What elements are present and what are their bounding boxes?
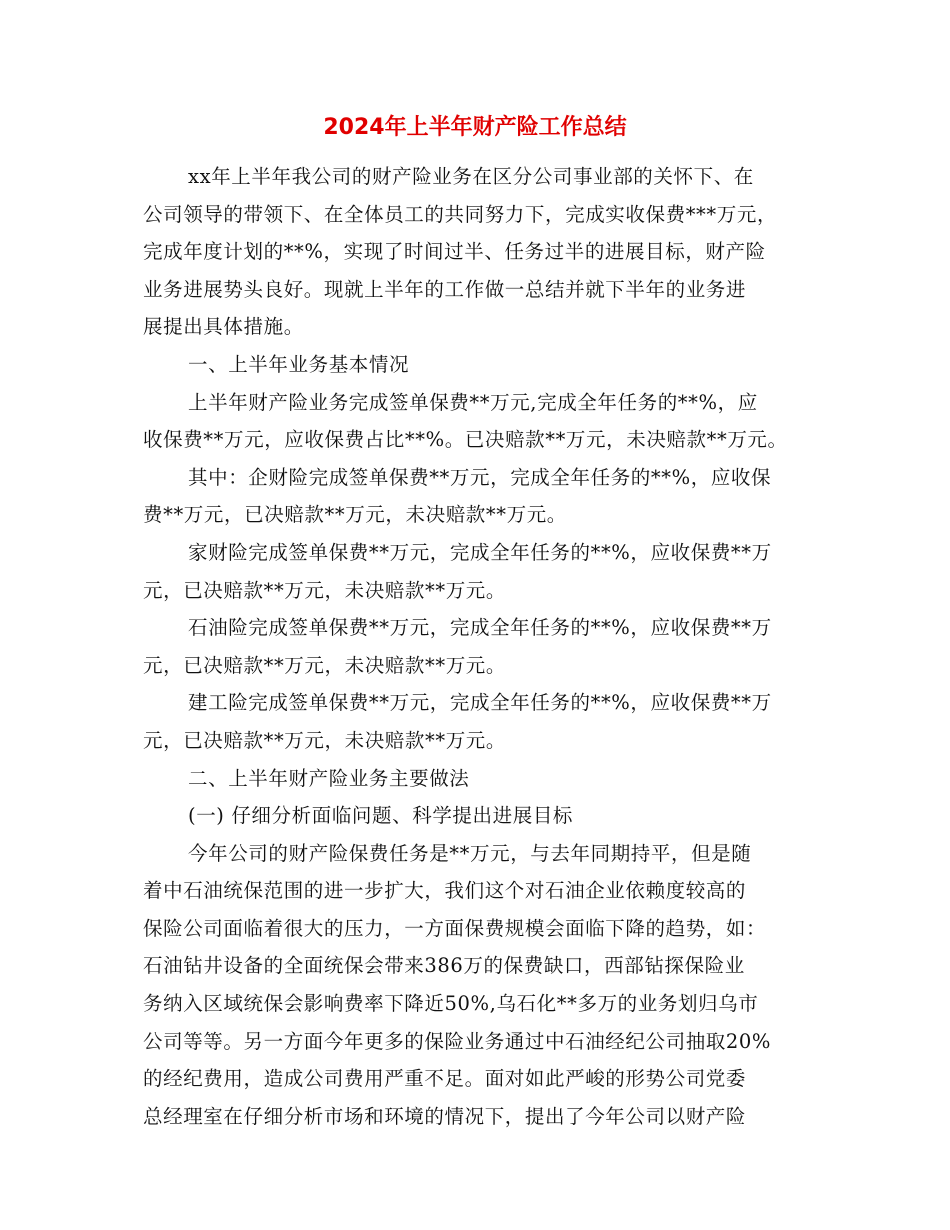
paragraph-line: 石油险完成签单保费**万元，完成全年任务的**%，应收保费**万 [188, 616, 772, 640]
paragraph-line: 家财险完成签单保费**万元，完成全年任务的**%，应收保费**万 [188, 540, 772, 564]
paragraph-line: 其中：企财险完成签单保费**万元，完成全年任务的**%，应收保 [188, 465, 772, 489]
paragraph-line: 建工险完成签单保费**万元，完成全年任务的**%，应收保费**万 [188, 691, 772, 715]
paragraph-line: 公司等等。另一方面今年更多的保险业务通过中石油经纪公司抽取20% [143, 1029, 772, 1053]
paragraph-line: xx年上半年我公司的财产险业务在区分公司事业部的关怀下、在 [188, 165, 754, 188]
paragraph-line: 保险公司面临着很大的压力，一方面保费规模会面临下降的趋势，如： [143, 916, 767, 940]
paragraph-line: 业务进展势头良好。现就上半年的工作做一总结并就下半年的业务进 [143, 277, 747, 301]
paragraph-line: 公司领导的带领下、在全体员工的共同努力下，完成实收保费***万元， [143, 202, 778, 226]
paragraph-line: 上半年财产险业务完成签单保费**万元,完成全年任务的**%，应 [188, 390, 758, 414]
section-heading: 一、上半年业务基本情况 [188, 352, 410, 376]
paragraph-line: 展提出具体措施。 [143, 315, 304, 339]
paragraph-line: 石油钻井设备的全面统保会带来386万的保费缺口，西部钻探保险业 [143, 954, 745, 978]
paragraph-line: 元，已决赔款**万元，未决赔款**万元。 [143, 578, 507, 602]
subsection-heading: (一) 仔细分析面临问题、科学提出进展目标 [188, 804, 574, 828]
document-title: 2024年上半年财产险工作总结 [323, 115, 627, 140]
paragraph-line: 总经理室在仔细分析市场和环境的情况下，提出了今年公司以财产险 [143, 1104, 747, 1128]
document-body [143, 158, 809, 1135]
paragraph-line: 着中石油统保范围的进一步扩大，我们这个对石油企业依赖度较高的 [143, 879, 747, 903]
paragraph-line: 今年公司的财产险保费任务是**万元，与去年同期持平，但是随 [188, 841, 752, 865]
paragraph-line: 收保费**万元，应收保费占比**%。已决赔款**万元，未决赔款**万元。 [143, 428, 788, 452]
paragraph-line: 元，已决赔款**万元，未决赔款**万元。 [143, 728, 507, 752]
section-heading: 二、上半年财产险业务主要做法 [188, 766, 470, 790]
paragraph-line: 完成年度计划的**%，实现了时间过半、任务过半的进展目标，财产险 [143, 240, 766, 264]
paragraph-line: 的经纪费用，造成公司费用严重不足。面对如此严峻的形势公司党委 [143, 1067, 747, 1091]
paragraph-line: 务纳入区域统保会影响费率下降近50%,乌石化**多万的业务划归乌市 [143, 992, 759, 1016]
paragraph-line: 元，已决赔款**万元，未决赔款**万元。 [143, 653, 507, 677]
paragraph-line: 费**万元，已决赔款**万元，未决赔款**万元。 [143, 503, 567, 527]
